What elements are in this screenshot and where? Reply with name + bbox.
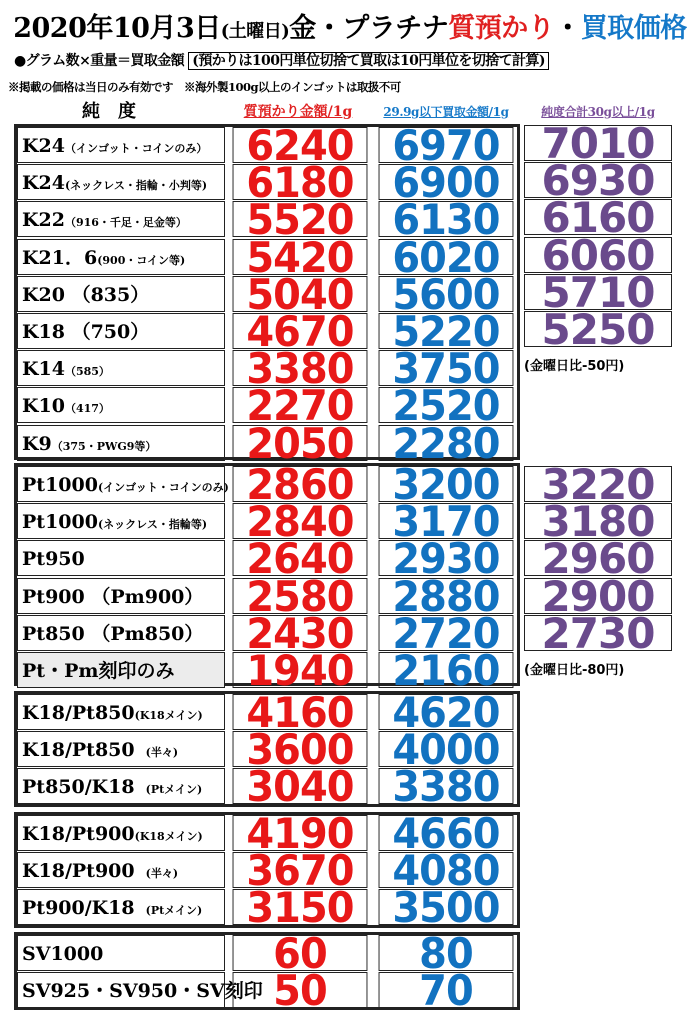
purity-name: K18/Pt850: [22, 739, 135, 762]
title-pawn: 質預かり: [448, 13, 555, 44]
purity-label: [17, 313, 225, 349]
purity-label: [17, 615, 225, 651]
purity-label: [17, 935, 225, 971]
purity-sub: (半々): [134, 746, 179, 760]
gold-section: [14, 121, 520, 468]
purity-label: [17, 387, 225, 423]
purity-name: Pt950: [22, 548, 85, 571]
purity-label: [17, 731, 225, 767]
purity-name: K18/Pt900: [22, 860, 135, 883]
title-dot: ・: [554, 13, 581, 44]
formula-line: [14, 50, 694, 70]
purity-label: [17, 852, 225, 888]
price-row: [17, 966, 517, 1016]
purity-label: [17, 652, 225, 688]
header-buy-over: 純度合計30g以上/1g: [541, 105, 655, 119]
pawn-price: 2840: [233, 503, 368, 539]
pawn-price: 6240: [233, 127, 368, 163]
bulk-buy-price: 5710: [524, 274, 672, 310]
bulk-buy-price: 3220: [524, 466, 672, 502]
purity-name: K18/Pt850: [22, 702, 135, 724]
buy-price: 2160: [379, 652, 514, 688]
buy-price: 3500: [379, 889, 514, 925]
purity-label: [17, 694, 225, 730]
buy-price: 4660: [379, 815, 514, 851]
pawn-price: 2860: [233, 466, 368, 502]
combo-pt850-section: [14, 688, 520, 812]
purity-name: K9: [22, 432, 52, 455]
purity-sub: (K18メイン): [134, 709, 203, 722]
bulk-buy-price: 2730: [524, 615, 672, 651]
formula-text: ●グラム数×重量＝買取金額: [14, 53, 185, 69]
purity-name: K14: [22, 358, 65, 381]
buy-price: 2520: [379, 387, 514, 423]
purity-name: SV1000: [22, 943, 104, 965]
title-weekday: (土曜日): [220, 21, 290, 42]
purity-name: Pt850/K18: [22, 776, 135, 799]
purity-label: [17, 540, 225, 576]
purity-name: Pt1000: [22, 474, 98, 496]
purity-name: K24: [22, 135, 65, 157]
purity-name: K22: [22, 209, 65, 232]
pawn-price: 4670: [233, 313, 368, 349]
purity-name: Pt900/K18: [22, 897, 135, 920]
silver-section: [14, 929, 520, 1016]
header-pawn: 質預かり金額/1g: [243, 104, 353, 120]
buy-price: 6130: [379, 201, 514, 237]
purity-sub: （インゴット・コインのみ）: [64, 142, 208, 155]
pawn-price: 2270: [233, 387, 368, 423]
purity-label: [17, 889, 225, 925]
purity-label: [17, 350, 225, 386]
validity-note: ※掲載の価格は当日のみ有効です ※海外製100g以上のインゴットは取扱不可: [8, 80, 401, 94]
purity-sub: (K18メイン): [134, 830, 203, 843]
price-row: [17, 646, 517, 695]
purity-name: K18 （750）: [22, 321, 150, 343]
pawn-price: 2640: [233, 540, 368, 576]
purity-name: K20 （835）: [22, 283, 150, 306]
pawn-price: 3600: [233, 731, 368, 767]
purity-label: [17, 578, 225, 614]
rounding-note: (預かりは100円単位切捨て買取は10円単位を切捨て計算): [188, 52, 549, 70]
bulk-buy-price: 6060: [524, 237, 672, 273]
buy-price: 2280: [379, 425, 514, 461]
pawn-price: 3150: [233, 889, 368, 925]
pawn-price: 3670: [233, 852, 368, 888]
buy-price: 80: [379, 935, 514, 971]
purity-sub: （916・千足・足金等）: [64, 216, 187, 230]
purity-sub: （585）: [64, 365, 110, 379]
buy-price: 70: [379, 972, 514, 1008]
buy-price: 3200: [379, 466, 514, 502]
buy-price: 6970: [379, 127, 514, 163]
purity-label: [17, 466, 229, 502]
pawn-price: 6180: [233, 164, 368, 200]
header-purity: 純度: [82, 101, 154, 122]
buy-price: 2720: [379, 615, 514, 651]
platinum-section: [14, 460, 520, 695]
purity-sub: （417）: [64, 402, 110, 416]
purity-name: K24: [22, 172, 65, 195]
combo-pt900-section: [14, 809, 520, 933]
buy-price: 3170: [379, 503, 514, 539]
purity-name: Pt・Pm刻印のみ: [22, 660, 175, 682]
purity-sub: (ネックレス・指輪・小判等): [64, 179, 208, 193]
platinum-change-note: (金曜日比-80円): [524, 663, 625, 678]
price-row: [17, 418, 517, 468]
purity-sub: （375・PWG9等）: [51, 439, 157, 453]
bulk-buy-price: 2960: [524, 540, 672, 576]
buy-price: 4620: [379, 694, 514, 730]
purity-label: [17, 768, 225, 804]
purity-name: Pt850 （Pm850）: [22, 622, 204, 645]
purity-label: [17, 972, 263, 1008]
purity-label: [17, 127, 225, 163]
purity-sub: (インゴット・コインのみ): [97, 481, 229, 494]
purity-name: SV925・SV950・SV刻印: [22, 980, 263, 1003]
buy-price: 6900: [379, 164, 514, 200]
purity-name: K10: [22, 395, 65, 418]
purity-sub: (Ptメイン): [134, 904, 203, 918]
price-row: [17, 762, 517, 812]
price-row: [17, 883, 517, 933]
pawn-price: 50: [233, 972, 368, 1008]
purity-sub: (半々): [134, 867, 179, 881]
pawn-price: 4160: [233, 694, 368, 730]
header-buy-under: 29.9g以下買取金額/1g: [383, 105, 509, 119]
purity-label: [17, 164, 225, 200]
purity-name: Pt900 （Pm900）: [22, 585, 204, 608]
purity-name: K21．6: [22, 246, 98, 269]
title-buy: 買取価格: [580, 13, 687, 44]
pawn-price: 5520: [233, 201, 368, 237]
bulk-buy-price: 7010: [524, 125, 672, 161]
pawn-price: 2580: [233, 578, 368, 614]
purity-label: [17, 239, 225, 275]
pawn-price: 5420: [233, 239, 368, 275]
bulk-buy-price: 6160: [524, 199, 672, 235]
purity-sub: (Ptメイン): [134, 783, 203, 797]
buy-price: 5220: [379, 313, 514, 349]
purity-label: [17, 503, 225, 539]
title-date: 2020年10月3日: [13, 13, 221, 44]
bulk-buy-price: 5250: [524, 311, 672, 347]
pawn-price: 4190: [233, 815, 368, 851]
purity-name: K18/Pt900: [22, 823, 135, 845]
pawn-price: 60: [233, 935, 368, 971]
buy-price: 3380: [379, 768, 514, 804]
buy-price: 5600: [379, 276, 514, 312]
pawn-price: 5040: [233, 276, 368, 312]
purity-sub: (900・コイン等): [97, 253, 186, 267]
buy-price: 4080: [379, 852, 514, 888]
purity-label: [17, 276, 225, 312]
pawn-price: 1940: [233, 652, 368, 688]
purity-sub: (ネックレス・指輪等): [97, 518, 208, 532]
purity-name: Pt1000: [22, 511, 98, 534]
purity-label: [17, 815, 225, 851]
purity-label: [17, 201, 225, 237]
pawn-price: 3380: [233, 350, 368, 386]
buy-price: 6020: [379, 239, 514, 275]
title-metals: 金・プラチナ: [289, 13, 449, 44]
buy-price: 2930: [379, 540, 514, 576]
gold-change-note: (金曜日比-50円): [524, 359, 625, 374]
pawn-price: 3040: [233, 768, 368, 804]
bulk-buy-price: 6930: [524, 162, 672, 198]
buy-price: 3750: [379, 350, 514, 386]
bulk-buy-price: 2900: [524, 578, 672, 614]
buy-price: 4000: [379, 731, 514, 767]
pawn-price: 2050: [233, 425, 368, 461]
bulk-buy-price: 3180: [524, 503, 672, 539]
pawn-price: 2430: [233, 615, 368, 651]
buy-price: 2880: [379, 578, 514, 614]
page-title: [0, 6, 700, 45]
purity-label: [17, 425, 225, 461]
